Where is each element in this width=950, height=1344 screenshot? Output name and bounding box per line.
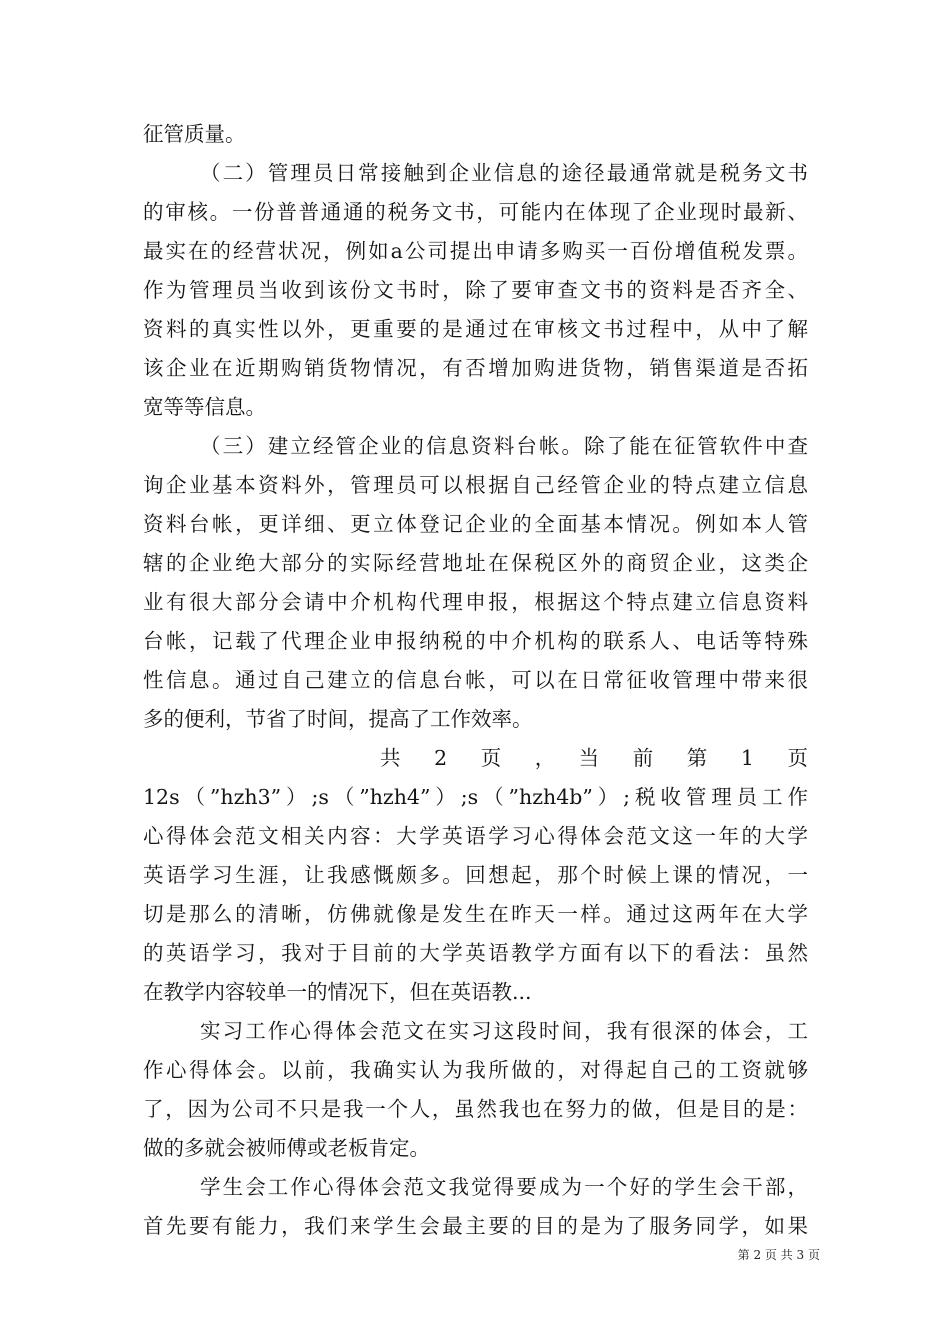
text-line: 性信息。通过自己建立的信息台帐，可以在日常征收管理中带来很 [143, 668, 808, 692]
text-line: 做的多就会被师傅或老板肯定。 [143, 1136, 430, 1160]
text-line: 资料的真实性以外，更重要的是通过在审核文书过程中，从中了解 [143, 317, 808, 341]
text-line: 在教学内容较单一的情况下，但在英语教... [143, 980, 532, 1004]
text-line: （三）建立经管企业的信息资料台帐。除了能在征管软件中查 [200, 434, 808, 458]
text-line: 作心得体会。以前，我确实认为我所做的，对得起自己的工资就够 [143, 1058, 808, 1082]
text-line: 心得体会范文相关内容：大学英语学习心得体会范文这一年的大学 [143, 824, 808, 848]
text-line: 了，因为公司不只是我一个人，虽然我也在努力的做，但是目的是： [143, 1097, 808, 1121]
page-number-footer: 第 2 页 共 3 页 [737, 1248, 820, 1262]
text-line: 辖的企业绝大部分的实际经营地址在保税区外的商贸企业，这类企 [143, 551, 808, 575]
text-line: 台帐，记载了代理企业申报纳税的中介机构的联系人、电话等特殊 [143, 629, 808, 653]
text-line: 询企业基本资料外，管理员可以根据自己经管企业的特点建立信息 [143, 473, 808, 497]
text-line: 最实在的经营状况，例如a公司提出申请多购买一百份增值税发票。 [143, 239, 808, 263]
text-line: 英语学习生涯，让我感慨颇多。回想起，那个时候上课的情况，一 [143, 863, 808, 887]
text-line: 首先要有能力，我们来学生会最主要的目的是为了服务同学，如果 [143, 1214, 808, 1238]
text-line: 宽等等信息。 [143, 395, 266, 419]
page-counter-line: 共 2 页 ， 当 前 第 1 页 [380, 746, 808, 770]
text-line: 12s（”hzh3”）;s（”hzh4”）;s（”hzh4b”）;税收管理员工作 [143, 785, 808, 809]
text-line: 学生会工作心得体会范文我觉得要成为一个好的学生会干部， [200, 1175, 808, 1199]
text-line: 多的便利，节省了时间，提高了工作效率。 [143, 707, 533, 731]
text-line: 实习工作心得体会范文在实习这段时间，我有很深的体会，工 [200, 1019, 808, 1043]
text-line: 资料台帐，更详细、更立体登记企业的全面基本情况。例如本人管 [143, 512, 808, 536]
text-line: 作为管理员当收到该份文书时，除了要审查文书的资料是否齐全、 [143, 278, 808, 302]
text-line: 征管质量。 [143, 122, 246, 146]
text-line: （二）管理员日常接触到企业信息的途径最通常就是税务文书 [200, 161, 808, 185]
text-line: 的英语学习，我对于目前的大学英语教学方面有以下的看法：虽然 [143, 941, 808, 965]
text-line: 该企业在近期购销货物情况，有否增加购进货物，销售渠道是否拓 [143, 356, 808, 380]
text-line: 切是那么的清晰，仿佛就像是发生在昨天一样。通过这两年在大学 [143, 902, 808, 926]
text-line: 业有很大部分会请中介机构代理申报，根据这个特点建立信息资料 [143, 590, 808, 614]
text-line: 的审核。一份普普通通的税务文书，可能内在体现了企业现时最新、 [143, 200, 808, 224]
